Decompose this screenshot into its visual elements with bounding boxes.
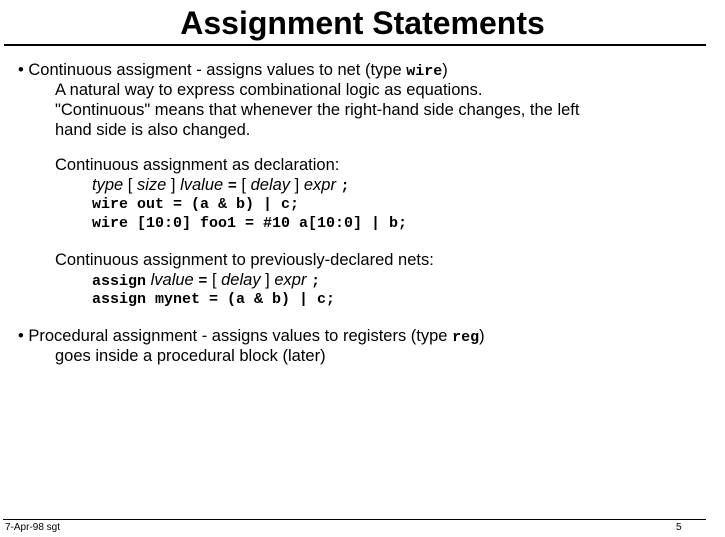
syntax-equals: = [227, 178, 237, 195]
declaration-heading: Continuous assignment as declaration: [55, 156, 340, 174]
footer-date-author: 7-Apr-98 sgt [5, 522, 61, 533]
bullet1-line-3: hand side is also changed. [55, 121, 251, 139]
bullet-procedural [18, 326, 485, 348]
slide-title: Assignment Statements [180, 5, 545, 41]
declaration-example-2: wire [10:0] foo1 = #10 a[10:0] | b; [92, 215, 408, 232]
declaration-example-1: wire out = (a & b) | c; [92, 196, 300, 213]
syntax-assign-keyword: assign [92, 273, 147, 290]
syntax-semicolon: ; [311, 273, 321, 290]
syntax-equals: = [198, 273, 208, 290]
previous-nets-heading: Continuous assignment to previously-declared nets: [55, 251, 434, 269]
syntax-delay: delay [221, 271, 261, 289]
bullet1-line-1: A natural way to express combinational logic as equations. [55, 81, 483, 99]
syntax-size: size [136, 176, 167, 194]
bullet-marker: • [18, 61, 24, 79]
bullet-continuous [18, 60, 448, 82]
bullet-close-paren: ) [442, 61, 448, 79]
syntax-bracket: ] [170, 176, 176, 194]
bullet-lead-text: Procedural assignment - assigns values to registers (type [28, 327, 453, 345]
page-number: 5 [676, 522, 682, 533]
assign-syntax [92, 270, 320, 292]
syntax-bracket: ] [294, 176, 300, 194]
syntax-semicolon: ; [340, 178, 350, 195]
assign-example: assign mynet = (a & b) | c; [92, 291, 336, 308]
syntax-lvalue: lvalue [180, 176, 224, 194]
bullet-lead-text: Continuous assigment - assigns values to net (type [28, 61, 407, 79]
type-keyword-reg: reg [452, 329, 480, 346]
syntax-bracket: ] [265, 271, 270, 289]
syntax-type: type [92, 176, 124, 194]
bullet2-line-2: goes inside a procedural block (later) [55, 347, 326, 365]
syntax-expr: expr [274, 271, 307, 289]
syntax-bracket: [ [211, 271, 217, 289]
syntax-bracket: [ [127, 176, 133, 194]
bullet-marker: • [18, 327, 24, 345]
bullet-close-paren: ) [479, 327, 485, 345]
footer-divider [3, 519, 706, 520]
syntax-lvalue: lvalue [150, 271, 194, 289]
bullet1-line-2: "Continuous" means that whenever the right-hand side changes, the left [55, 101, 580, 119]
type-keyword-wire: wire [406, 63, 443, 80]
declaration-syntax [92, 175, 350, 197]
syntax-bracket: [ [241, 176, 247, 194]
syntax-delay: delay [250, 176, 291, 194]
syntax-expr: expr [303, 176, 336, 194]
